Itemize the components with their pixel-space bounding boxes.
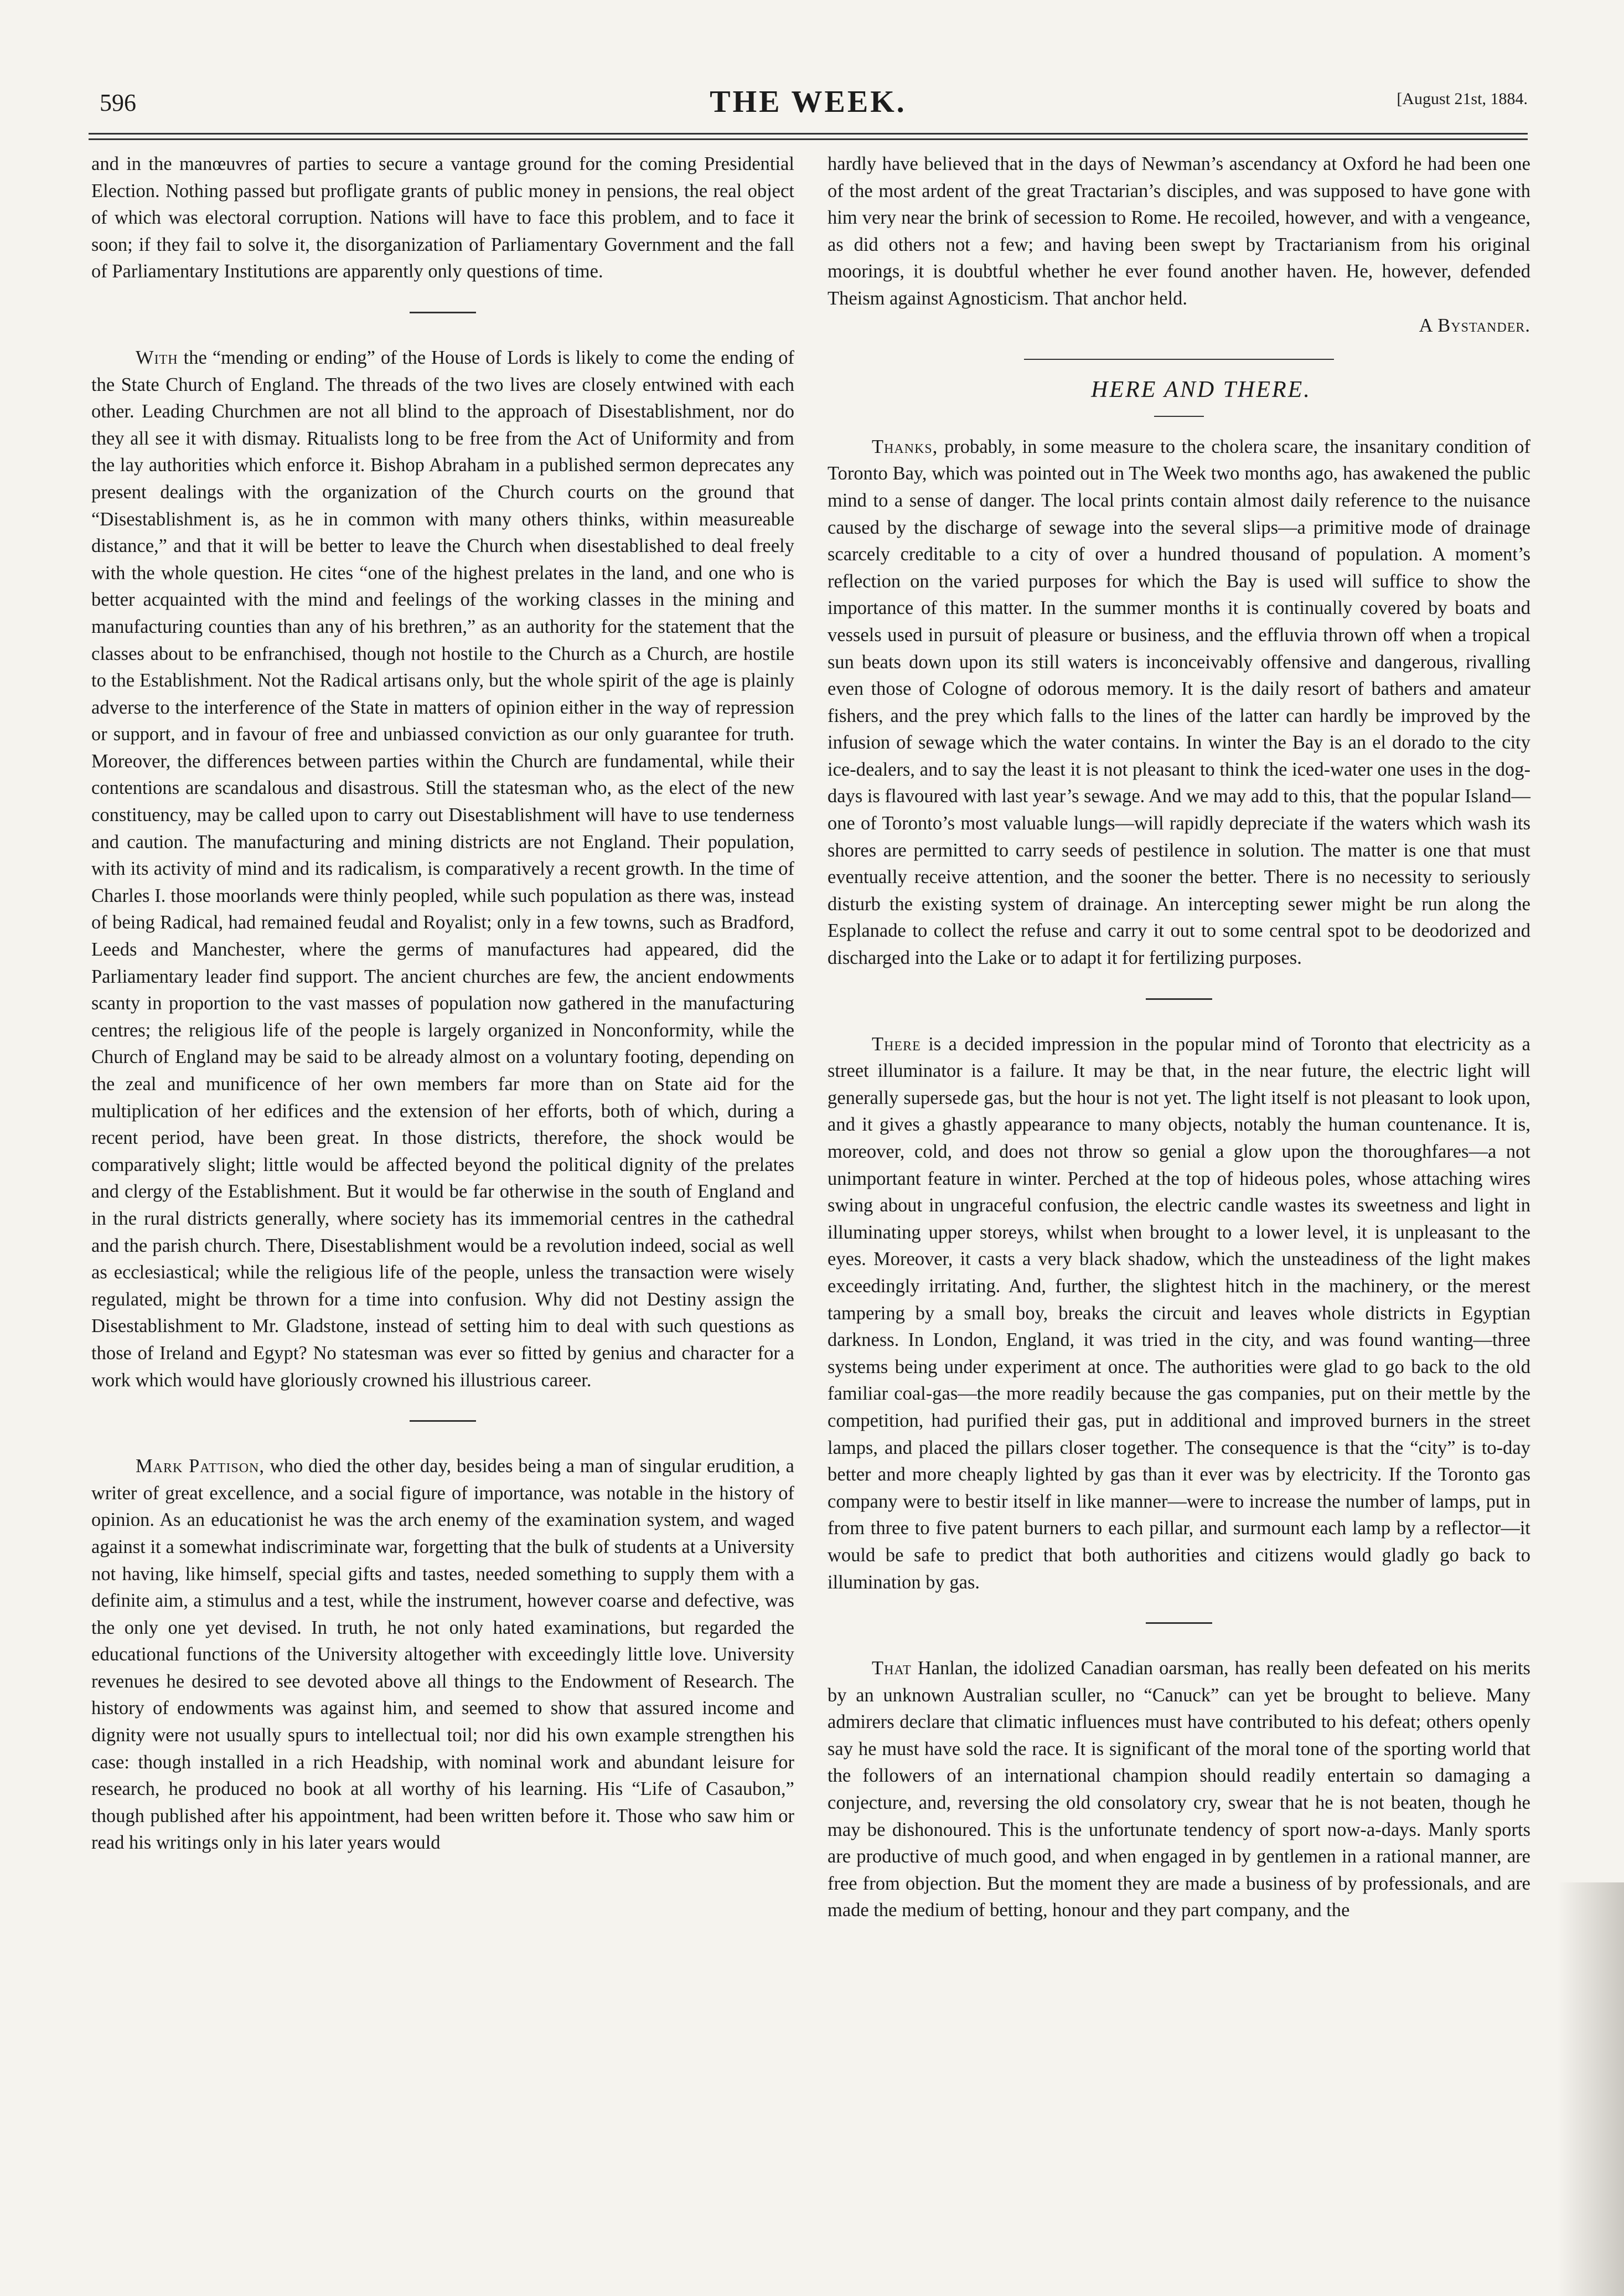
paragraph-hanlan — [827, 1655, 1530, 1924]
paragraph-presidential-election: and in the manœuvres of parties to secure a vantage ground for the coming Presidential Election. Nothing passed but profligate grants of public money in pensions, the real object of which was electoral corruption. Nations will have to face this problem, and to face it soon; if they fail to solve it, the disorganization of Parliamentary Government and the fall of Parliamentary Institutions are apparently only questions of time. — [91, 153, 794, 282]
paragraph-electric-light — [827, 1031, 1530, 1596]
left-column — [91, 151, 794, 1856]
section-divider — [410, 312, 476, 313]
header-rule-top — [89, 133, 1528, 135]
publication-title: THE WEEK. — [710, 85, 907, 119]
page-fold-shadow — [1558, 1882, 1624, 2296]
right-column — [827, 151, 1530, 1924]
page-number: 596 — [100, 89, 136, 116]
masthead — [89, 82, 1528, 126]
section-rule — [1024, 359, 1334, 360]
lead-word: That — [872, 1658, 912, 1679]
section-heading: HERE AND THERE. — [1091, 377, 1311, 403]
paragraph-mark-pattison — [91, 1453, 794, 1856]
lead-word: Mark Pattison, — [136, 1456, 265, 1477]
section-divider — [1146, 998, 1212, 1000]
paragraph-text: the “mending or ending” of the House of Lords is likely to come the ending of the State Church of England. The threads of the two lives are closely entwined with each other. Leading Churchmen are not all blind to the approach of Disestablishment, nor do they all see it with dismay. Ritualists long to be free from the Act of Uniformity and from the lay authorities which enforce it. Bishop Abraham in a published sermon deprecates any present dealings with the organization of the Church courts on the ground that “Disestablishment is, as he in common with many others thinks, within measureable distance,” and that it will be better to leave the Church when disestablished to deal freely with the whole question. He cites “one of the highest prelates in the land, and one who is better acquainted with the mind and feelings of the working classes in the mining and manufacturing counties than any of his brethren,” as an authority for the statement that the classes about to be enfranchised, though not hostile to the Church as a Church, are hostile to the Establishment. Not the Radical artisans only, but the whole spirit of the age is plainly adverse to the interference of the State in matters of opinion either in the way of repression or support, and in favour of free and unbiassed conviction as our only guarantee for truth. Moreover, the differences between parties within the Church are fundamental, while their contentions are scandalous and disastrous. Still the statesman who, as the elect of the new constituency, may be called upon to carry out Disestablishment will have to use tenderness and caution. The manufacturing and mining districts are not England. Their population, with its activity of mind and its radicalism, is comparatively a recent growth. In the time of Charles I. those moorlands were thinly peopled, while such population as there was, instead of being Radical, had remained feudal and Royalist; only in a few towns, such as Bradford, Leeds and Manchester, where the germs of manufactures had appeared, did the Parliamentary leader find support. The ancient churches are few, the ancient endowments scanty in proportion to the vast masses of population now gathered in the manufacturing centres; the religious life of the people is largely organized in Nonconformity, while the Church of England may be said to be already almost on a voluntary footing, depending on the zeal and munificence of her own members far more than on State aid for the multiplication of her edifices and the extension of her efforts, both of which, during a recent period, have been great. In those districts, therefore, the shock would be comparatively slight; little would be affected beyond the political dignity of the prelates and clergy of the Establishment. But it would be far otherwise in the south of England and in the rural districts generally, where society has its immemorial centres in the cathedral and the parish church. There, Disestablishment would be a revolution indeed, social as well as ecclesiastical; while the religious life of the people, unless the transaction were wisely regulated, might be thrown for a time into confusion. Why did not Destiny assign the Disestablishment to Mr. Gladstone, instead of setting him to deal with such questions as those of Ireland and Egypt? No statesman was ever so fitted by genius and character for a work which would have gloriously crowned his illustrious career. — [91, 347, 794, 1391]
article-signature: A Bystander. — [1419, 314, 1530, 336]
issue-date: [August 21st, 1884. — [1397, 90, 1528, 108]
section-divider — [1146, 1622, 1212, 1624]
paragraph-text: probably, in some measure to the cholera scare, the insanitary condition of Toronto Bay, which was pointed out in The Week two months ago, has awakened the public mind to a sense of danger. The local prints contain almost daily reference to the nuisance caused by the discharge of sewage into the several slips—a primitive mode of drainage scarcely creditable to a city of over a hundred thousand of population. A moment’s reflection on the varied purposes for which the Bay is used will suffice to show the importance of this matter. In the summer months it is continually covered by boats and vessels used in pursuit of pleasure or business, and the effluvia thrown off when a tropical sun beats down upon its still waters is inconceivably offensive and dangerous, rivalling even those of Cologne of odorous memory. It is the daily resort of bathers and amateur fishers, and the prey which falls to the lines of the latter can hardly be improved by the infusion of sewage which the water contains. In winter the Bay is an el dorado to the city ice-dealers, and to say the least it is not pleasant to think the iced-water one uses in the dog-days is flavoured with last year’s sewage. And we may add to this, that the popular Island—one of Toronto’s most valuable lungs—will rapidly depreciate if the waters which wash its shores are permitted to carry seeds of pestilence in solution. The matter is one that must eventually receive attention, and the sooner the better. There is no necessity to seriously disturb the existing system of drainage. An intercepting sewer might be run along the Esplanade to collect the refuse and carry it out to some central spot to be deodorized and discharged into the Lake or to adapt it for fertilizing purposes. — [827, 436, 1530, 969]
paragraph-toronto-bay — [827, 434, 1530, 972]
section-divider — [410, 1420, 476, 1422]
section-heading-underline — [1154, 416, 1204, 417]
lead-word: With — [136, 347, 178, 368]
paragraph-text: is a decided impression in the popular mind of Toronto that electricity as a street illuminator is a failure. It may be that, in the near future, the electric light will generally supersede gas, but the hour is not yet. The light itself is not pleasant to look upon, and it gives a ghastly appearance to many objects, notably the human countenance. It is, moreover, cold, and does not throw so genial a glow upon the thoroughfares—a not unimportant feature in winter. Perched at the top of hideous poles, whose attaching wires swing about in ungraceful confusion, the electric candle wastes its sweetness and light in illuminating upper storeys, whilst when brought to a lower level, it is unpleasant to the eyes. Moreover, it casts a very black shadow, which the unsteadiness of the light makes exceedingly irritating. And, further, the slightest hitch in the machinery, or the merest tampering by a small boy, breaks the circuit and leaves whole districts in Egyptian darkness. In London, England, it was tried in the city, and was found wanting—three systems being under experiment at once. The authorities were glad to go back to the old familiar coal-gas—the more readily because the gas companies, put on their mettle by the competition, had purified their gas, put in additional and improved burners in the street lamps, and placed the pillars closer together. The consequence is that the “city” is to-day better and more cheaply lighted by gas than it ever was by electricity. If the Toronto gas company were to bestir itself in like manner—were to increase the number of lamps, put in from three to five patent burners to each pillar, and surmount each lamp by a reflector—it would be safe to predict that both authorities and citizens would gladly go back to illumination by gas. — [827, 1033, 1530, 1593]
paragraph-text: Hanlan, the idolized Canadian oarsman, has really been defeated on his merits by an unknown Australian sculler, no “Canuck” can yet be brought to believe. Many admirers declare that climatic influences must have contributed to his defeat; others openly say he must have sold the race. It is significant of the moral tone of the sporting world that the followers of an international champion should readily entertain so damaging a conjecture, and, reversing the old consolatory cry, swear that he is not beaten, though he may be dishonoured. This is the unfortunate tendency of sport now-a-days. Manly sports are productive of much good, and when engaged in by gentlemen in a rational manner, are free from objection. But the moment they are made a business of by professionals, and are made the medium of betting, honour and they part company, and the — [827, 1658, 1530, 1921]
lead-word: There — [872, 1033, 921, 1055]
paragraph-text: who died the other day, besides being a man of singular erudition, a writer of great excellence, and a social figure of importance, was notable in the history of opinion. As an educationist he was the arch enemy of the examination system, and waged against it a somewhat indiscriminate war, forgetting that the bulk of students at a University not having, like himself, special gifts and tastes, needed something to supply them with a definite aim, a stimulus and a test, while the instrument, however coarse and defective, was the only one yet devised. In truth, he not only hated examinations, but regarded the educational functions of the University altogether with exceedingly little love. University revenues he desired to see devoted above all things to the Endowment of Research. The history of endowments was against him, and seemed to show that assured income and dignity were not usually spurs to intellectual toil; nor did his own example strengthen his case: though installed in a rich Headship, with nominal work and abundant leisure for research, he produced no book at all worthy of his learning. His “Life of Casaubon,” though published after his appointment, had been written before it. Those who saw him or read his writings only in his later years would — [91, 1456, 794, 1854]
paragraph-pattison-continued: hardly have believed that in the days of Newman’s ascendancy at Oxford he had been one of the most ardent of the great Tractarian’s disciples, and was supposed to have gone with him very near the brink of secession to Rome. He recoiled, however, and with a vengeance, as did others not a few; and having been swept by Tractarianism from his original moorings, it is doubtful whether he ever found another haven. He, however, defended Theism against Agnosticism. That anchor held. — [827, 153, 1530, 309]
header-rule-bottom — [89, 138, 1528, 140]
paragraph-disestablishment — [91, 344, 794, 1394]
lead-word: Thanks, — [872, 436, 938, 457]
